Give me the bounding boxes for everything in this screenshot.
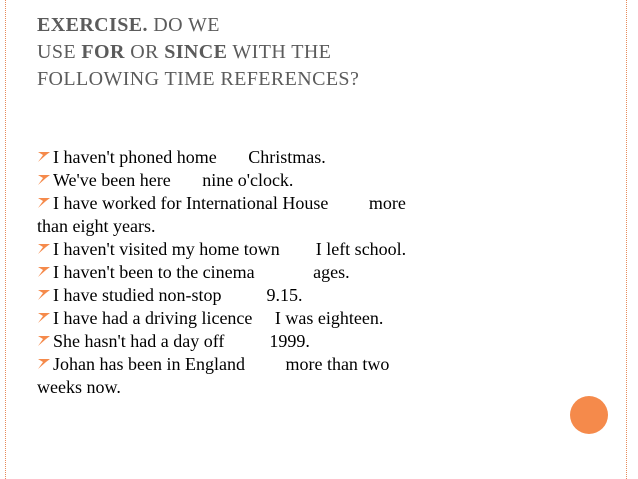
exercise-item-text: I haven't visited my home town I left school. (53, 239, 407, 259)
exercise-item (37, 146, 537, 169)
title-line-2-b: OR (124, 41, 165, 63)
exercise-item-continuation (37, 215, 537, 238)
arrow-bullet-icon (37, 243, 51, 255)
exercise-item (37, 238, 537, 261)
arrow-bullet-icon (37, 312, 51, 324)
exercise-item (37, 330, 537, 353)
exercise-item (37, 353, 537, 376)
exercise-item-continuation (37, 376, 537, 399)
title-line-2-a: USE (37, 41, 82, 63)
exercise-item-text: I have had a driving licence I was eighteen. (53, 308, 384, 328)
title-line-1-rest: DO WE (147, 14, 220, 36)
exercise-item (37, 192, 537, 215)
slide-title (37, 12, 557, 93)
title-line-1 (37, 12, 557, 39)
exercise-item-text: Johan has been in England more than two (53, 354, 390, 374)
title-line-2-c: WITH THE (227, 41, 332, 63)
exercise-item-text: I haven't phoned home Christmas. (53, 147, 326, 167)
title-for: FOR (81, 41, 125, 63)
exercise-item-text: I have worked for International House more (53, 193, 406, 213)
exercise-item-text: She hasn't had a day off 1999. (53, 331, 310, 351)
arrow-bullet-icon (37, 289, 51, 301)
arrow-bullet-icon (37, 266, 51, 278)
arrow-bullet-icon (37, 358, 51, 370)
decorative-orange-circle (570, 396, 608, 434)
arrow-bullet-icon (37, 151, 51, 163)
exercise-item (37, 261, 537, 284)
title-line-2 (37, 39, 557, 66)
arrow-bullet-icon (37, 197, 51, 209)
exercise-list (37, 146, 537, 399)
exercise-item (37, 284, 537, 307)
arrow-bullet-icon (37, 335, 51, 347)
exercise-item (37, 169, 537, 192)
exercise-item-text: weeks now. (37, 377, 121, 397)
exercise-item-text: than eight years. (37, 216, 156, 236)
exercise-item-text: I have studied non-stop 9.15. (53, 285, 303, 305)
title-line-3: FOLLOWING TIME REFERENCES? (37, 68, 360, 90)
exercise-item-text: I haven't been to the cinema ages. (53, 262, 350, 282)
exercise-item (37, 307, 537, 330)
right-border-line (626, 0, 627, 479)
title-since: SINCE (164, 41, 228, 63)
arrow-bullet-icon (37, 174, 51, 186)
title-exercise: EXERCISE. (37, 14, 148, 36)
exercise-item-text: We've been here nine o'clock. (53, 170, 294, 190)
left-border-line (5, 0, 6, 479)
